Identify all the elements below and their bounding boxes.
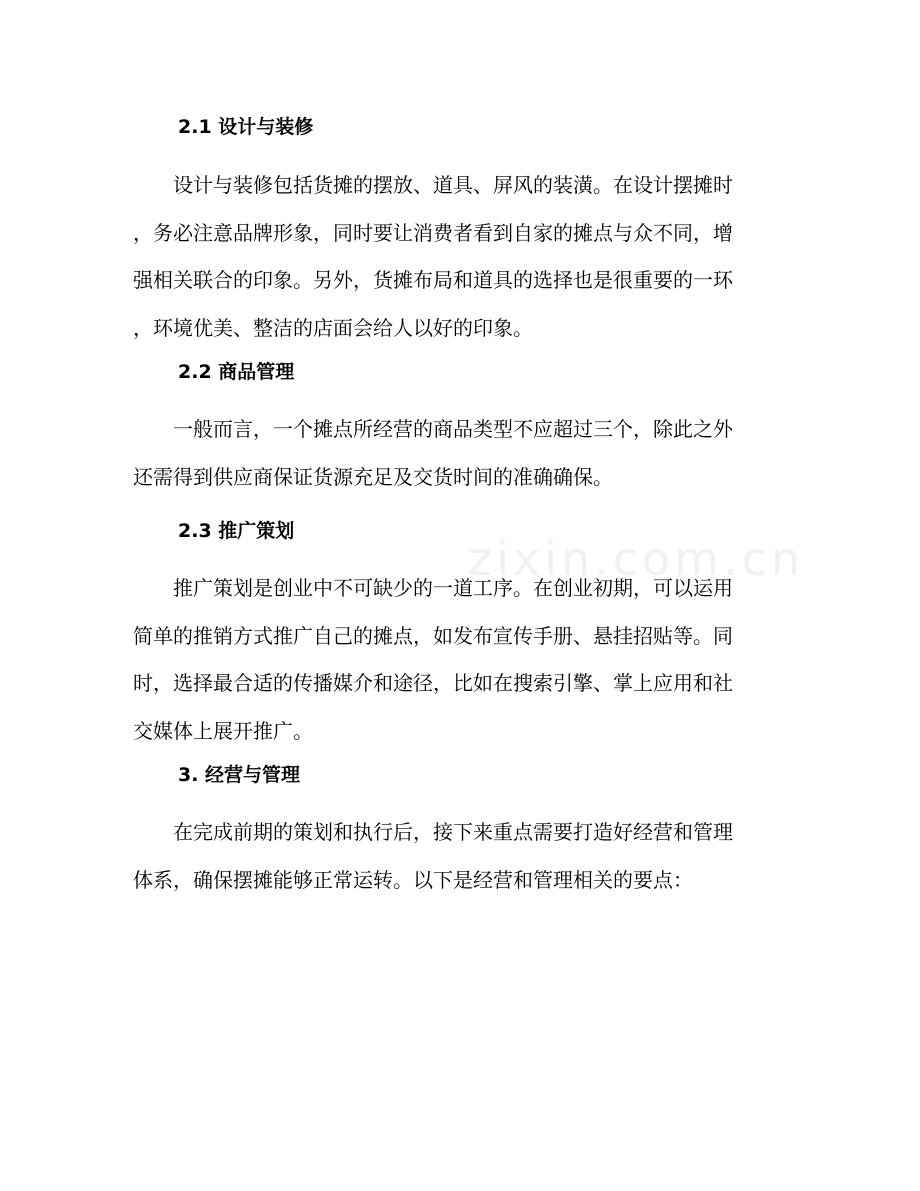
section-heading-2-1: 2.1 设计与装修 (178, 116, 314, 138)
paragraph-line: ，环境优美、整洁的店面会给人以好的印象。 (133, 315, 533, 340)
section-heading-3: 3. 经营与管理 (178, 764, 301, 786)
paragraph-line: 时，选择最合适的传播媒介和途径，比如在搜索引擎、掌上应用和社 (133, 671, 733, 695)
section-paragraph-3 (133, 809, 778, 904)
paragraph-line: 还需得到供应商保证货源充足及交货时间的准确确保。 (133, 464, 613, 489)
section-heading-2-2: 2.2 商品管理 (178, 361, 295, 383)
paragraph-line: ，务必注意品牌形象，同时要让消费者看到自家的摊点与众不同，增 (133, 220, 733, 245)
paragraph-line: 设计与装修包括货摊的摆放、道具、屏风的装潢。在设计摆摊时 (133, 173, 733, 197)
paragraph-line: 推广策划是创业中不可缺少的一道工序。在创业初期，可以运用 (133, 576, 733, 600)
paragraph-line: 在完成前期的策划和执行后，接下来重点需要打造好经营和管理 (133, 820, 733, 844)
section-heading-2-3: 2.3 推广策划 (178, 520, 295, 542)
section-paragraph-2-3 (133, 565, 778, 755)
paragraph-line: 体系，确保摆摊能够正常运转。以下是经营和管理相关的要点： (133, 867, 693, 892)
section-paragraph-2-2 (133, 406, 778, 501)
paragraph-line: 简单的推销方式推广自己的摊点，如发布宣传手册、悬挂招贴等。同 (133, 623, 733, 648)
section-paragraph-2-1 (133, 162, 778, 352)
paragraph-line: 交媒体上展开推广。 (133, 718, 313, 743)
paragraph-line: 强相关联合的印象。另外，货摊布局和道具的选择也是很重要的一环 (133, 268, 733, 292)
watermark-text: zixin.com.cn (468, 532, 805, 586)
paragraph-line: 一般而言，一个摊点所经营的商品类型不应超过三个，除此之外 (133, 417, 733, 441)
